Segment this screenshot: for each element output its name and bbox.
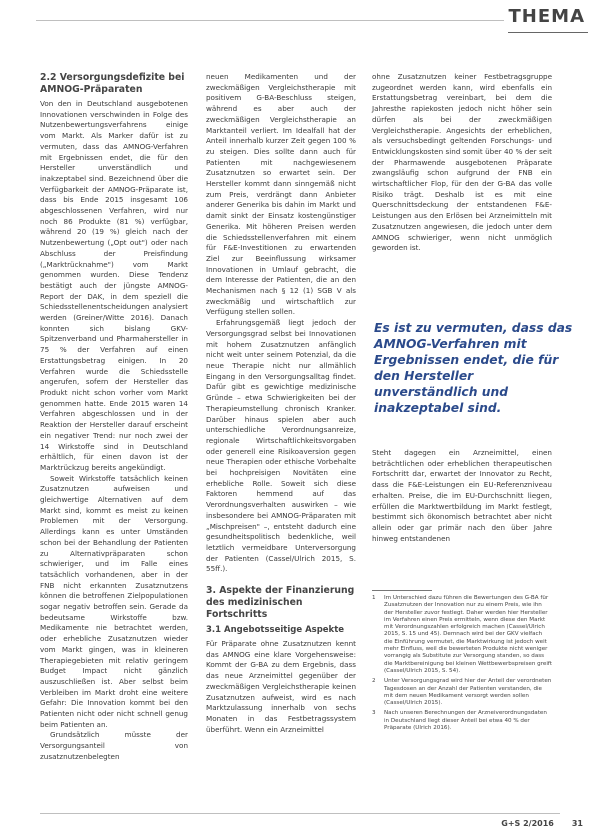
column-3-continued [372,448,552,544]
footnote-text: Nach unseren Berechnungen der Arzneiverordnungsdaten in Deutschland liegt dieser Anteil bei etwa 40 % der Präparate (Ulrich 2016). [384,710,547,732]
footer-rule [40,813,560,814]
footnote [372,710,552,732]
paragraph: Grundsätzlich müsste der Versorgungsanteil von zusatznutzenbelegten [40,730,188,761]
footnote [372,595,552,675]
paragraph: ohne Zusatznutzen keiner Festbetragsgruppe zugeordnet werden kann, wird ebenfalls ein Erstattungsbetrag vereinbart, bei dem die Jahresthe rapiekosten jedoch nicht höher sein dürfen als bei der zweckmäßigen Vergleichstherapie. Angesichts der erheblichen, als versuchsbedingt geltenden Forschungs- und Entwicklungskosten sind somit über 40 % der seit der Pharmawende ausgebotenen Präparate zwangsläufig schon aufgrund der FNB ein wirtschaftlicher Flop, für den der G-BA das volle Risiko trägt. Deshalb ist es mit eine Querschnittsdeckung der entstandenen F&E-Leistungen aus den Erlösen bei Arzneimitteln mit Zusatznutzen angewiesen, die jedoch unter dem AMNOG schwieriger, wenn nicht unmöglich geworden ist. [372,72,552,253]
page-number: 31 [571,819,583,828]
section-heading: 3. Aspekte der Finanzierung des medizinischen Fortschritts [206,585,355,621]
paragraph: Für Präparate ohne Zusatznutzen kennt das AMNOG eine klare Vorgehensweise: Kommt der G-BA zu dem Ergebnis, dass das neue Arzneimittel gegenüber der zweckmäßigen Vergleichstherapie keinen Zusatznutzen aufweist, wird es nach Marktzulassung innerhalb von sechs Monaten in das Festbetragssystem überführt. Wenn ein Arzneimittel [206,639,356,734]
column-2 [206,72,356,735]
footnote-rule [372,590,432,591]
column-3 [372,72,552,254]
journal-issue: G+S 2/2016 [501,819,554,828]
pull-quote: Es ist zu vermuten, dass das AMNOG-Verfahren mit Ergebnissen endet, die für den Hersteller unverständlich und inakzeptabel sind. [374,321,573,415]
footnote-text: Im Unterschied dazu führen die Bewertungen des G-BA für Zusatznutzen der Innovation nur zu einem Preis, wie ihn der Hersteller zuvor festlegt. Daher werden hier Hersteller im Verfahren einen Preis ermitteln, wenn diese den Markt mit Verordnungszahlen erfolgreich machen (Cassel/Ulrich 2015, S. 15 und 45). Demnach wird bei der GKV vielfach die Einführung vermutet, die Marktwirkung ist jedoch weit mehr Einfluss, weil die bewerteten Produkte nicht weniger vorrangig als Substitute zur Versorgung standen, so dass die Marktbereinigung bei kleinen Wettbewerbspreisen greift (Cassel/Ulrich 2015, S. 54). [384,595,552,674]
footnote [372,678,552,707]
paragraph: Soweit Wirkstoffe tatsächlich keinen Zusatznutzen aufweisen und gleichwertige Alternativen auf dem Markt sind, kommt es meist zu keinen Problemen mit der Versorgung. Allerdings kann es unter Umständen schon bei der Behandlung der Patienten zu Alternativpräparaten schon schwieriger, und im Falle eines tatsächlich vorhandenen, aber in der FNB nicht erkannten Zusatznutzens können die betroffenen Zielpopulationen sogar negativ betroffen sein. Gerade da bedeutsame Wirkstoffe bzw. Medikamente nie betrachtet werden, oder erhebliche Zusatznutzen wieder vom Markt gingen, was in kleineren Therapiegebieten mit relativ geringem Budget Impact nicht gänzlich auszuschließen ist. Aber selbst beim Verbleiben im Markt droht eine weitere Gefahr: Die Innovation kommt bei den Patienten nicht oder nicht schnell genug beim Patienten an. [40,473,188,729]
section-title: THEMA [508,6,585,27]
column-1 [40,72,188,763]
footnote-number: 1 [372,595,376,601]
footnotes [372,595,552,735]
section-heading: 2.2 Versorgungsdefizite bei AMNOG-Präparaten [40,72,185,95]
paragraph: Von den in Deutschland ausgebotenen Innovationen verschwinden in Folge des Nutzenbewertungsverfahrens einige vom Markt. Als Marker dafür ist zu vermuten, dass das AMNOG-Verfahren mit Ergebnissen endet, die für den Hersteller unverständlich und inakzeptabel sind. Bezeichnend über die Verfügbarkeit der AMNOG-Präparate ist, dass bis Ende 2015 insgesamt 106 abgeschlossenen Verfahren, wird nur noch 86 Produkte (81 %) verfügbar, während 20 (19 %) gleich nach der Nutzenbewertung („Opt out") oder nach Abschluss der Preisfindung („Marktrücknahme") vom Markt genommen wurden. Diese Tendenz bestätigt auch der jüngste AMNOG-Report der DAK, in dem speziell die Schiedsstellenentscheidungen analysiert werden (Greiner/Witte 2016). Danach konnten sich bislang GKV-Spitzenverband und Pharmahersteller in 75 % der Verfahren auf einen Erstattungsbetrag einigen. In 20 Verfahren wurde die Schiedsstelle angerufen, sofern der Hersteller das Produkt nicht schon vorher vom Markt genommen hatte. Ende 2015 waren 14 Verfahren abgeschlossen und in der Reaktion der Hersteller darauf erscheint ein negativer Trend: nur noch zwei der 14 Wirkstoffe sind in Deutschland erhältlich, für einen davon ist der Marktrückzug bereits angekündigt. [40,99,188,472]
paragraph: neuen Medikamenten und der zweckmäßigen Vergleichstherapie mit positivem G-BA-Beschluss steigen, während es aber auch der zweckmäßigen Vergleichstherapie an Marktanteil verliert. Im Idealfall hat der Anteil innerhalb kurzer Zeit gegen 100 % zu steigen. Dies sollte dann auch für Patienten mit nachgewiesenem Zusatznutzen so erwartet sein. Der Hersteller kommt dann sinngemäß nicht zum Preis, verdrängt dann Anbieter anderer Generika bis dahin im Markt und damit sinkt der Einsatz kostengünstiger Generika. Mit höheren Preisen werden die Schiedsstellenverfahren mit einem für F&E-Investitionen zu erwartenden Ziel zur Beeinflussung wirksamer Innovationen in Umlauf gebracht, die dem Interesse der Patienten, die an den Mechanismen nach § 12 (1) SGB V als zweckmäßig und wirtschaftlich zur Verfügung stellen sollen. [206,72,356,317]
section-title-underline [508,32,588,33]
page-footer [501,819,583,828]
footnote-number: 2 [372,678,376,685]
paragraph: Erfahrungsgemäß liegt jedoch der Versorgungsgrad selbst bei Innovationen mit hohem Zusatznutzen anfänglich nicht weit unter seinem Potenzial, da die neue Therapie nicht nur allmählich Eingang in den Versorgungsalltag findet. Dafür gibt es gewichtige medizinische Gründe – etwa Schwierigkeiten bei der Therapieumstellung chronisch Kranker. Darüber hinaus spielen aber auch unterschiedliche Verordnungsanreize, regionale Wirtschaftlichkeitsvorgaben oder generell eine Risikoaversion gegen neue Therapien oder ethische Vorbehalte bei hochpreisigen Novitäten eine erhebliche Rolle. Soweit sich diese Faktoren hemmend auf das Verordnungsverhalten auswirken – wie insbesondere bei AMNOG-Präparaten mit „Mischpreisen" –, entsteht dadurch eine gesundheitspolitisch bedenkliche, weil letztlich vermeidbare Unterversorgung der Patienten (Cassel/Ulrich 2015, S. 55ff.). [206,318,356,574]
subsection-heading: 3.1 Angebotsseitige Aspekte [206,625,345,636]
header-rule [36,20,504,21]
footnote-text: Unter Versorgungsgrad wird hier der Anteil der verordneten Tagesdosen an der Anzahl der Patienten verstanden, die mit dem neuen Medikament versorgt werden sollen (Cassel/Ulrich 2015). [384,678,552,707]
paragraph: Steht dagegen ein Arzneimittel, einen beträchtlichen oder erheblichen therapeutischen Fortschritt dar, erwartet der Innovator zu Recht, dass die F&E-Leistungen ein EU-Referenzniveau erhalten. Preise, die im EU-Durchschnitt liegen, erfüllen die Marktwertbildung im Markt festlegt, bestimmt sich ökonomisch betrachtet aber nicht allein oder gar primär nach den über Jahre hinweg entstandenen [372,448,552,543]
footnote-number: 3 [372,710,376,717]
